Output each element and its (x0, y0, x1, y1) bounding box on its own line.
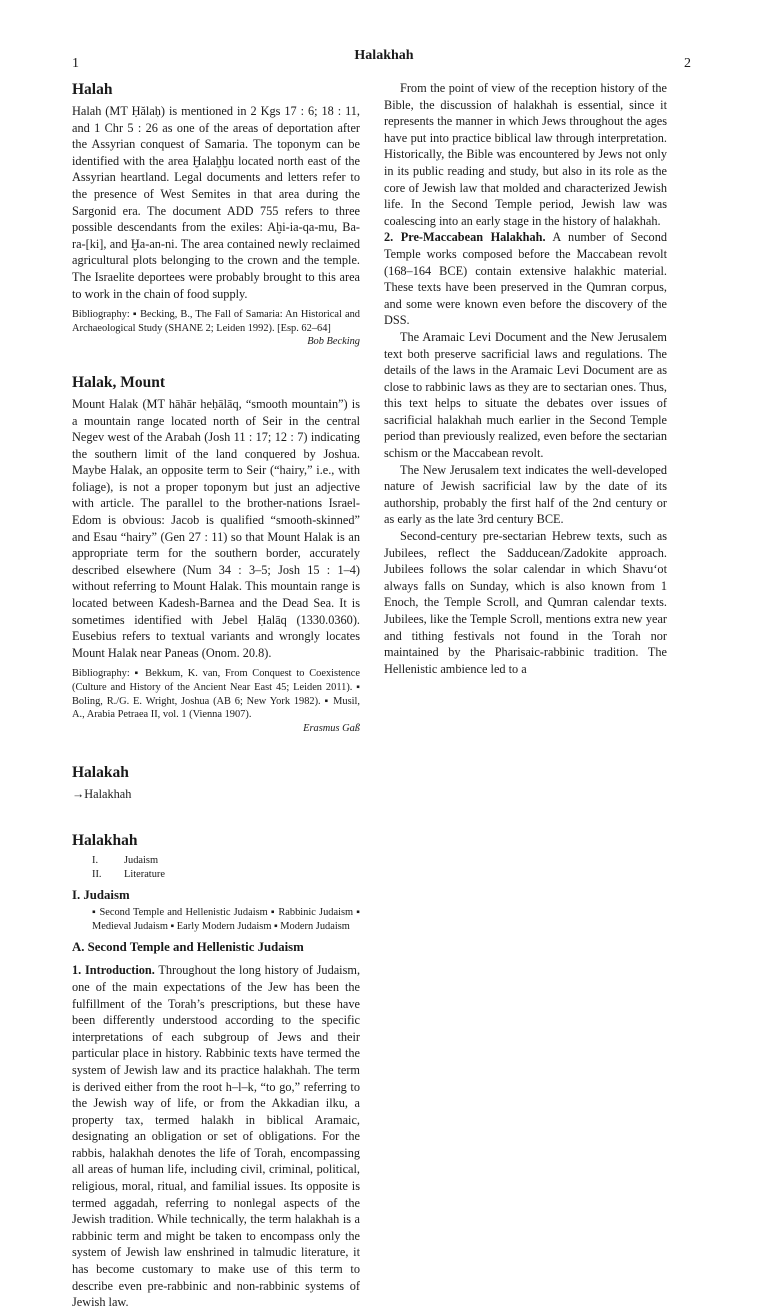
page-number-right: 2 (684, 56, 691, 71)
left-column (72, 80, 360, 1311)
page-header (0, 48, 768, 71)
section-title-second-temple: A. Second Temple and Hellenistic Judaism (72, 940, 304, 955)
toc-number: II. (92, 868, 102, 880)
entry-toc (72, 854, 360, 881)
entry-body-halak-mount: Mount Halak (MT hāhār heḥālāq, “smooth mountain”) is a mountain range located north of Seir in the central Negev west of the Arabah (Josh 11 : 17; 12 : 7) indicating the southern limit of the land conquered by Joshua. Maybe Halak, an opposite term to Seir (“hairy,” i.e., with foliage), is not a proper toponym but just an adjective with article. The parallel to the brother-nations Israel-Edom is obvious: Jacob is qualified “smooth-skinned” and Esau “hairy” (Gen 27 : 11) so that Mount Halak is an appropriate term for the southern border, accurately described elsewhere (Num 34 : 3–5; Josh 15 : 1–4) without referring to Mount Halak. This mountain range is located between Kadesh-Barnea and the Dead Sea. It is sometimes identified with Jebel Ḥalāq (1330.0360). Eusebius refers to textual variants and wrongly locates Mount Halak near Paneas (Onom. 20.8). (72, 396, 360, 660)
section-contents-judaism: ▪ Second Temple and Hellenistic Judaism ▪ Rabbinic Judaism ▪ Medieval Judaism ▪ Early Modern Judaism ▪ Modern Judaism (92, 907, 360, 932)
paragraph-text: A number of Second Temple works composed before the Maccabean revolt (168–164 BCE) contain extensive halakhic material. These texts have been preserved in the Qumran corpus, and some were known even before the discovery of the DSS. (384, 230, 668, 328)
toc-row (92, 868, 360, 882)
entry-title-halakah: Halakah (72, 764, 129, 782)
toc-label: Literature (124, 868, 165, 880)
page-number-left: 1 (72, 56, 79, 71)
run-in-heading: 1. Introduction. (72, 963, 155, 978)
running-head: Halakhah (354, 48, 414, 63)
section-title-judaism: I. Judaism (72, 888, 130, 903)
bibliography-halah: Bibliography: ▪ Becking, B., The Fall of Samaria: An Historical and Archaeological Study (SHANE 2; Leiden 1992). [Esp. 62–64] (72, 309, 360, 334)
paragraph-new-jerusalem: The New Jerusalem text indicates the well-developed nature of Jewish sacrificial law by the date of its authorship, probably the first half of the 2nd century or as early as the late 3rd century BCE. (384, 462, 667, 527)
toc-number: I. (92, 854, 99, 866)
paragraph-introduction (72, 962, 360, 1310)
right-column (384, 80, 667, 677)
run-in-heading: 2. Pre-Maccabean Halakhah. (384, 230, 546, 245)
paragraph-jubilees: Second-century pre-sectarian Hebrew texts, such as Jubilees, reflect the Sadducean/Zadokite approach. Jubilees follows the solar calendar in which Shavu‘ot always falls on Sunday, which is also known from 1 Enoch, the Temple Scroll, and Qumran calendar texts. Jubilees, like the Temple Scroll, mentions extra new year and tithing festivals not found in the Torah nor maintained by the Pharisaic-rabbinic tradition. The Hellenistic ambience led to a (384, 529, 667, 676)
entry-body-halah: Halah (MT Ḥălaḥ) is mentioned in 2 Kgs 17 : 6; 18 : 11, and 1 Chr 5 : 26 as one of the areas of deportation after the Assyrian conquest of Samaria. The toponym can be identified with the area Ḫalaḫḫu located north east of the Assyrian heartland. Legal documents and letters refer to the presence of West Semites in that area during the Sargonid era. The document ADD 755 refers to three possible descendants from the exiles: Aḫi-ia-qa-mu, Ba-ra-[ki], and Ḫa-an-ni. The area contained newly reclaimed agricultural plots belonging to the crown and the temple. The Israelite deportees were probably brought to this area to work in the chain of food supply. (72, 104, 360, 301)
crossref-halakah: →Halakhah (72, 787, 132, 802)
entry-title-halakhah: Halakhah (72, 831, 138, 849)
paragraph-pre-maccabean (384, 229, 667, 329)
author-halak-mount: Erasmus Gaß (303, 722, 360, 734)
entry-title-halah: Halah (72, 81, 113, 98)
paragraph-aramaic-levi: The Aramaic Levi Document and the New Jerusalem text both preserve sacrificial laws and regulations. The details of the laws in the Aramaic Levi Document are as close to rabbinic laws as they are to sectarian ones. Thus, this text helps to situate the debates over issues of sacrificial halakhah much earlier in the Second Temple period than previously realized, even before the sectarian schism or the Maccabean revolt. (384, 329, 667, 461)
paragraph-text: Throughout the long history of Judaism, one of the main expectations of the Jew has been the fulfillment of the Torah’s prescriptions, but these have been differently understood according to the specific interpretations of each subgroup of Jews and their particular place in history. Rabbinic texts have termed the system of Jewish law and its practice halakhah. The term is derived either from the root h–l–k, “to go,” referring to the Jewish way of life, or from the Akkadian ilku, a property tax, termed halakh in biblical Aramaic, designating an obligation or set of obligations. For the rabbis, halakhah denotes the life of Torah, encompassing all areas of human life, including civil, criminal, political, religious, moral, ritual, and familial issues. Its opposite is termed aggadah, referring to nonlegal aspects of the Jewish tradition. While technically, the term halakhah is a rabbinic term and might be taken to encompass only the system of Jewish law enshrined in talmudic literature, it has become customary to make use of this term to describe even pre-rabbinic and non-rabbinic systems of Jewish law. (72, 963, 361, 1310)
entry-title-halak-mount: Halak, Mount (72, 373, 166, 391)
bibliography-halak-mount: Bibliography: ▪ Bekkum, K. van, From Conquest to Coexistence (Culture and History of the Ancient Near East 45; Leiden 2011). ▪ Boling, R./G. E. Wright, Joshua (AB 6; New York 1982). ▪ Musil, A., Arabia Petraea II, vol. 1 (Vienna 1907). (72, 668, 360, 721)
toc-label: Judaism (124, 854, 159, 866)
toc-row (92, 854, 360, 868)
paragraph-reception-history: From the point of view of the reception history of the Bible, the discussion of halakhah is essential, since it represents the manner in which Jews throughout the ages have put into practice biblical law through interpretation. Historically, the Bible was encountered by Jews not only in its public reading and study, but also in its role as the core of Jewish law that molded and characterized Jewish life. In the Second Temple period, Jewish law was coalescing into an early stage in the history of halakhah. (384, 81, 667, 228)
author-halah: Bob Becking (307, 336, 360, 348)
